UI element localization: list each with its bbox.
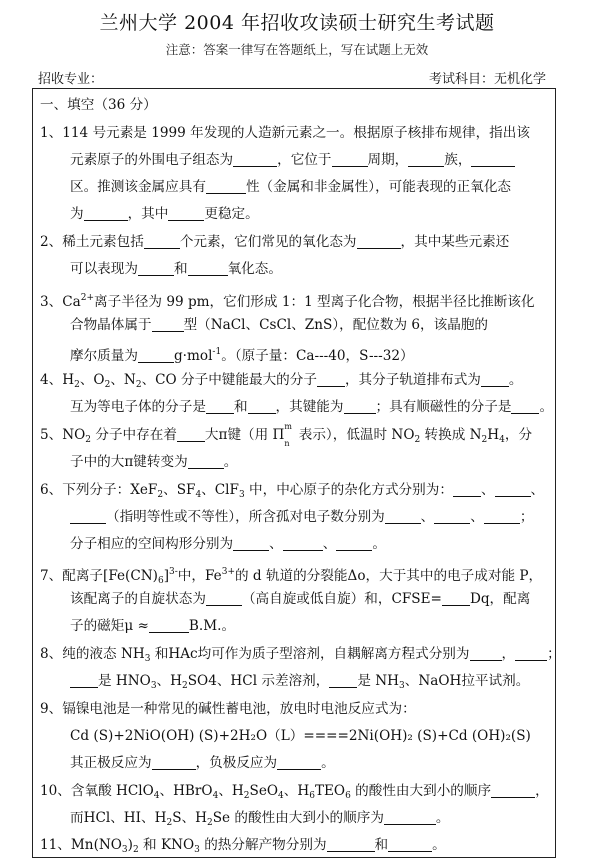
answer-blank[interactable] [84, 205, 128, 221]
answer-blank[interactable] [138, 260, 174, 276]
q1-line3: 区。推测该金属应具有 性（金属和非金属性），可能表现的正氧化态 [70, 179, 512, 195]
q2-line2: 可以表现为 和 氧化态。 [70, 261, 282, 277]
answer-blank[interactable] [152, 754, 196, 770]
q10-line1: 10、含氧酸 HClO$_4$、HBrO$_4$、$H_2SeO_4$、$H_6TEO_6$ 的酸性由大到小的顺序 ， [40, 783, 549, 801]
answer-blank[interactable] [470, 645, 502, 661]
answer-blank[interactable] [206, 590, 242, 606]
answer-blank[interactable] [70, 508, 106, 524]
q6-line2: （指明等性或不等性），所含孤对电子数分别为 、 、 ； [70, 507, 533, 527]
q6-line1: 6、下列分子：XeF$_2$、$SF_4$、ClF$_3$ 中，中心原子的杂化方式分别为： 、 、 [40, 482, 545, 500]
answer-blank[interactable] [188, 260, 228, 276]
answer-blank[interactable] [168, 205, 204, 221]
section-heading: 一、填空（36 分） [40, 97, 157, 113]
q11-line1: 11、$Mn(NO_3)_2$ 和 $KNO_3$ 的热分解产物分别为 和 。 [40, 837, 446, 855]
q9-line1: 9、镉镍电池是一种常见的碱性蓄电池，放电时电池反应式为： [40, 701, 416, 717]
answer-blank[interactable] [149, 617, 189, 633]
answer-blank[interactable] [329, 672, 357, 688]
answer-blank[interactable] [317, 371, 345, 387]
answer-blank[interactable] [495, 481, 531, 497]
pi-notation: m n [284, 422, 293, 448]
answer-blank[interactable] [481, 371, 509, 387]
q10-line2: 而HCl、HI、$H_2S$、$H_2Se$ 的酸性由大到小的顺序为 。 [70, 810, 450, 828]
answer-blank[interactable] [442, 590, 470, 606]
answer-blank[interactable] [332, 151, 368, 167]
exam-notice: 注意：答案一律写在答题纸上，写在试题上无效 [165, 42, 429, 57]
q8-line1: 8、纯的液态 $NH_3$ 和HAc均可作为质子型溶剂，自耦解离方程式分别为 ， ； [40, 646, 561, 664]
answer-blank[interactable] [152, 316, 184, 332]
answer-blank[interactable] [515, 645, 547, 661]
q3-line3: 摩尔质量为 g·mol$^{-1}$。（原子量：Ca---40，S---32） [70, 347, 414, 364]
answer-blank[interactable] [206, 398, 234, 414]
answer-blank[interactable] [453, 481, 481, 497]
answer-blank[interactable] [206, 178, 246, 194]
q1-line2: 元素原子的外围电子组态为 ，它位于 周期， 族， [70, 150, 515, 170]
answer-blank[interactable] [327, 836, 375, 852]
exam-title: 兰州大学 2004 年招收攻读硕士研究生考试题 [99, 12, 495, 34]
q2-line1: 2、稀土元素包括 个元素，它们常见的氧化态为 ，其中某些元素还 [40, 234, 510, 250]
answer-blank[interactable] [357, 233, 401, 249]
answer-blank[interactable] [471, 151, 515, 167]
answer-blank[interactable] [233, 151, 277, 167]
answer-blank[interactable] [388, 836, 432, 852]
q1-line1: 1、114 号元素是 1999 年发现的人造新元素之一。根据原子核排布规律，指出该 [40, 125, 530, 141]
answer-blank[interactable] [144, 233, 180, 249]
q9-line3: 其正极反应为 ，负极反应为 。 [70, 755, 335, 771]
answer-blank[interactable] [484, 508, 520, 524]
q4-line1: 4、$H_2$、$O_2$、$N_2$、CO 分子中键能最大的分子 ，其分子轨道排布式为 。 [40, 372, 523, 390]
q1-line4: 为 ，其中 更稳定。 [70, 206, 259, 222]
answer-blank[interactable] [70, 672, 98, 688]
answer-blank[interactable] [408, 151, 444, 167]
answer-blank[interactable] [384, 809, 436, 825]
q8-line2: 是 $HNO_3$、$H_2SO4$、HCl 示差溶剂， 是 $NH_3$、NaOH拉平试剂。 [70, 671, 529, 696]
q5-line2: 子中的大π键转变为 。 [70, 454, 238, 470]
answer-blank[interactable] [511, 398, 539, 414]
answer-blank[interactable] [277, 754, 321, 770]
q7-line1: 7、配离子$[Fe(CN)_6]^{3-}$中，$Fe^{3+}$的 d 轨道的分裂能Δo，大于其中的电子成对能 P， [40, 567, 543, 586]
answer-blank[interactable] [233, 535, 269, 551]
answer-blank[interactable] [138, 347, 174, 363]
q3-line2: 合物晶体属于 型（NaCl、CsCl、ZnS），配位数为 6，该晶胞的 [70, 317, 489, 333]
answer-blank[interactable] [248, 398, 276, 414]
q5-line1: 5、$NO_2$ 分子中存在着 大π键（用 Π m n 表示），低温时 $NO_2$ 转换成 $N_2H_4$，分 [40, 422, 533, 448]
q7-line3: 子的磁矩μ ≈ B.M.。 [70, 618, 236, 634]
answer-blank[interactable] [491, 782, 535, 798]
answer-blank[interactable] [385, 508, 421, 524]
answer-blank[interactable] [336, 535, 372, 551]
subject-label: 考试科目：无机化学 [428, 72, 546, 87]
q3-line1: 3、$Ca^{2+}$离子半径为 99 pm，它们形成 1：1 型离子化合物，根据半径比推断该化 [40, 293, 535, 310]
answer-blank[interactable] [188, 453, 224, 469]
answer-blank[interactable] [283, 535, 323, 551]
q9-reaction: Cd (S)+2NiO(OH) (S)+2H₂O（L）====2Ni(OH)₂ (S)+Cd (OH)₂(S) [70, 728, 531, 744]
answer-blank[interactable] [344, 398, 376, 414]
q6-line3: 分子相应的空间构形分别为 、 、 。 [70, 536, 386, 552]
exam-meta-row [38, 68, 546, 86]
q7-line2: 该配离子的自旋状态为 （高自旋或低自旋）和，CFSE= Dq，配离 [70, 591, 531, 607]
answer-blank[interactable] [434, 508, 470, 524]
q4-line2: 互为等电子体的分子是 和 ，其键能为 ；具有顺磁性的分子是 。 [70, 399, 554, 415]
answer-blank[interactable] [177, 426, 205, 442]
major-label: 招收专业： [38, 72, 104, 87]
question-box [32, 88, 561, 858]
